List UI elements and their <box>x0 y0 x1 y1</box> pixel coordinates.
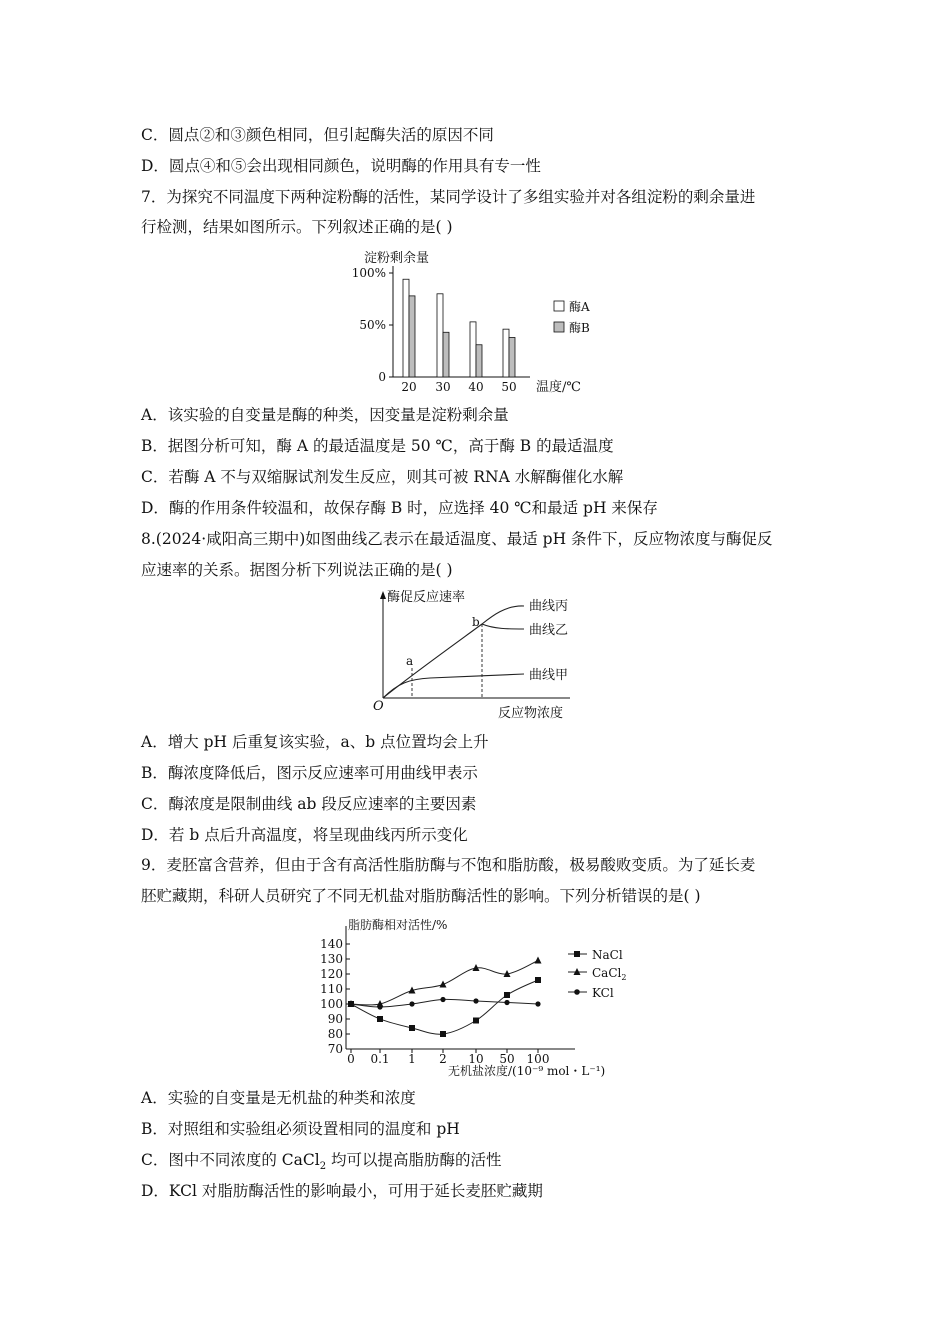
chart3-ytick-label: 120 <box>320 967 343 981</box>
q8-option-d: D．若 b 点后升高温度，将呈现曲线丙所示变化 <box>141 826 468 844</box>
chart3-xlabel: 无机盐浓度/(10⁻⁹ mol・L⁻¹) <box>448 1064 606 1078</box>
point-nacl <box>535 977 541 983</box>
q9-stem-line-1: 9．麦胚富含营养，但由于含有高活性脂肪酶与不饱和脂肪酸，极易酸败变质。为了延长麦 <box>141 856 756 874</box>
point-kcl <box>440 997 445 1002</box>
chart3-xtick-label: 2 <box>439 1052 447 1066</box>
legend-label-enzyme-a: 酶A <box>569 300 590 314</box>
legend-marker-kcl <box>574 989 580 995</box>
chart3-xtick-label: 50 <box>499 1052 515 1066</box>
point-nacl <box>440 1031 446 1037</box>
curve-yi-label: 曲线乙 <box>529 623 569 638</box>
q8-stem-line-2: 应速率的关系。据图分析下列说法正确的是( ) <box>141 561 453 579</box>
curve-jia-label: 曲线甲 <box>529 668 569 683</box>
bar-enzyme-b-30 <box>443 332 449 377</box>
bar-enzyme-b-20 <box>409 296 415 377</box>
legend-label-kcl: KCl <box>592 986 614 1000</box>
chart1-xtick-label: 20 <box>401 380 417 394</box>
chart3-legend <box>568 948 626 1000</box>
q8-option-b: B．酶浓度降低后，图示反应速率可用曲线甲表示 <box>141 764 478 782</box>
q9-option-d: D．KCl 对脂肪酶活性的影响最小，可用于延长麦胚贮藏期 <box>141 1182 543 1200</box>
point-a-label: a <box>406 654 414 668</box>
q8-option-c: C．酶浓度是限制曲线 ab 段反应速率的主要因素 <box>141 795 477 813</box>
q7-stem-line-2: 行检测，结果如图所示。下列叙述正确的是( ) <box>141 218 453 236</box>
point-nacl <box>409 1025 415 1031</box>
chart1-ytick-label: 50% <box>359 318 386 332</box>
chart3-ytick-label: 110 <box>320 982 343 996</box>
legend-swatch-enzyme-b <box>554 322 564 332</box>
chart2-xlabel: 反应物浓度 <box>498 706 564 721</box>
legend-label-cacl2: CaCl$_2$ <box>592 966 627 982</box>
curve-yi <box>482 624 524 629</box>
point-kcl <box>473 998 478 1003</box>
q9-option-c: C．图中不同浓度的 CaCl$_2$ 均可以提高脂肪酶的活性 <box>141 1151 502 1173</box>
q9-stem-line-2: 胚贮藏期，科研人员研究了不同无机盐对脂肪酶活性的影响。下列分析错误的是( ) <box>141 887 701 905</box>
q8-stem-line-1: 8.(2024·咸阳高三期中)如图曲线乙表示在最适温度、最适 pH 条件下，反应物浓度与酶促反 <box>141 530 773 548</box>
chart3-ytick-label: 140 <box>320 937 343 951</box>
chart3-xtick-label: 0.1 <box>370 1052 390 1066</box>
q8-option-a: A．增大 pH 后重复该实验，a、b 点位置均会上升 <box>141 733 489 751</box>
bar-enzyme-a-30 <box>437 294 443 377</box>
q9-option-a: A．实验的自变量是无机盐的种类和浓度 <box>141 1089 416 1107</box>
chart1-ytick-label: 0 <box>378 370 386 384</box>
chart2-ylabel: 酶促反应速率 <box>387 590 466 605</box>
q9-option-b: B．对照组和实验组必须设置相同的温度和 pH <box>141 1120 460 1138</box>
chart3-xtick-label: 1 <box>408 1052 416 1066</box>
bar-enzyme-a-20 <box>403 279 409 377</box>
chart1-ylabel: 淀粉剩余量 <box>364 251 430 266</box>
bar-enzyme-b-50 <box>509 337 515 377</box>
q7-option-a: A．该实验的自变量是酶的种类，因变量是淀粉剩余量 <box>141 406 509 424</box>
curve-bing <box>383 606 524 698</box>
chart3-ytick-label: 100 <box>320 997 343 1011</box>
q7-option-c: C．若酶 A 不与双缩脲试剂发生反应，则其可被 RNA 水解酶催化水解 <box>141 468 624 486</box>
q7-option-b: B．据图分析可知，酶 A 的最适温度是 50 ℃，高于酶 B 的最适温度 <box>141 437 614 455</box>
point-kcl <box>348 1001 353 1006</box>
point-cacl2 <box>535 957 542 964</box>
point-nacl <box>377 1016 383 1022</box>
q6-option-c: C．圆点②和③颜色相同，但引起酶失活的原因不同 <box>141 126 494 144</box>
curve-bing-label: 曲线丙 <box>529 599 569 614</box>
q6-option-d: D．圆点④和⑤会出现相同颜色，说明酶的作用具有专一性 <box>141 157 541 175</box>
chart3-xtick-label: 0 <box>347 1052 355 1066</box>
chart3-ytick-label: 70 <box>327 1042 343 1056</box>
legend-marker-nacl <box>574 951 580 957</box>
chart3-ytick-label: 80 <box>327 1027 343 1041</box>
enzyme-reaction-rate-chart <box>370 588 585 723</box>
chart1-xtick-label: 50 <box>501 380 517 394</box>
chart2-origin-label: O <box>373 699 384 714</box>
curve-jia <box>383 674 524 698</box>
chart3-xtick-label: 100 <box>526 1052 550 1066</box>
legend-label-enzyme-b: 酶B <box>569 321 590 335</box>
bar-enzyme-b-40 <box>476 345 482 377</box>
legend-swatch-enzyme-a <box>554 301 564 311</box>
point-b-label: b <box>472 615 480 629</box>
point-kcl <box>409 1001 414 1006</box>
chart3-xtick-label: 10 <box>468 1052 484 1066</box>
chart3-ytick-label: 130 <box>320 952 343 966</box>
lipase-activity-line-chart <box>315 914 645 1082</box>
point-kcl <box>377 1004 382 1009</box>
legend-label-nacl: NaCl <box>592 948 623 962</box>
chart3-ytick-label: 90 <box>327 1012 343 1026</box>
chart2-y-arrow <box>380 591 386 599</box>
chart1-xtick-label: 30 <box>435 380 451 394</box>
point-nacl <box>473 1018 479 1024</box>
bar-enzyme-a-40 <box>470 322 476 377</box>
point-kcl <box>535 1001 540 1006</box>
bar-enzyme-a-50 <box>503 329 509 377</box>
point-kcl <box>504 1000 509 1005</box>
q7-stem-line-1: 7．为探究不同温度下两种淀粉酶的活性，某同学设计了多组实验并对各组淀粉的剩余量进 <box>141 188 756 206</box>
chart3-ylabel: 脂肪酶相对活性/% <box>348 918 448 932</box>
starch-remaining-bar-chart <box>340 248 610 396</box>
point-nacl <box>504 992 510 998</box>
chart1-ytick-label: 100% <box>351 266 386 280</box>
chart1-xtick-label: 40 <box>468 380 484 394</box>
q7-option-d: D．酶的作用条件较温和，故保存酶 B 时，应选择 40 ℃和最适 pH 来保存 <box>141 499 658 517</box>
chart1-xlabel: 温度/℃ <box>536 380 581 395</box>
